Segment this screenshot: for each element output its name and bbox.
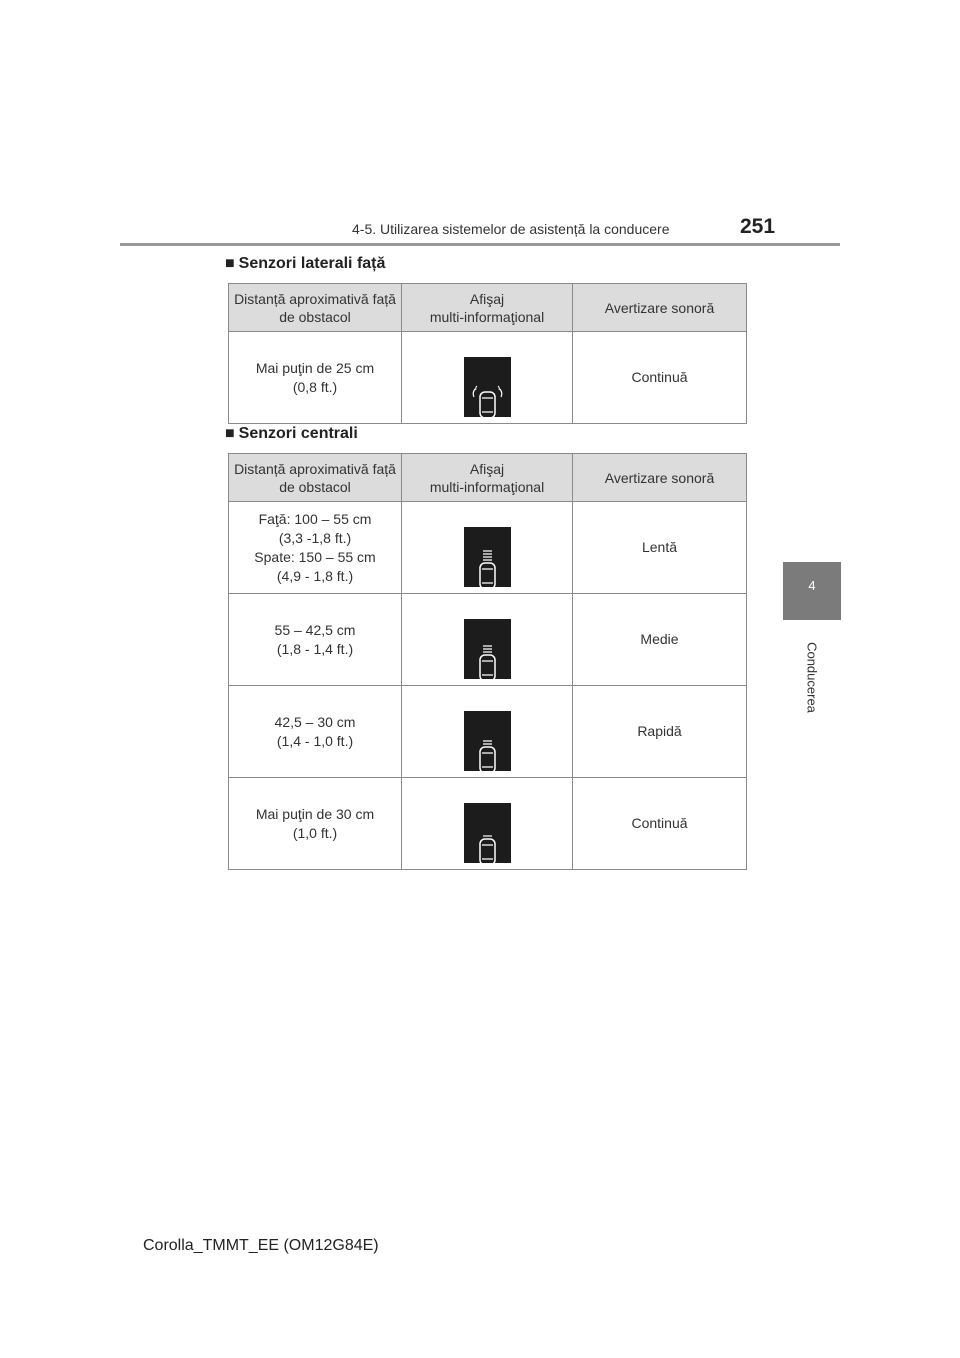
table-header-row	[229, 284, 747, 332]
section-heading-side-sensors	[225, 255, 385, 273]
distance-cell: Mai puţin de 25 cm (0,8 ft.)	[229, 332, 402, 424]
distance-cell: Mai puţin de 30 cm (1,0 ft.)	[229, 778, 402, 870]
heading-text: Senzori laterali față	[238, 255, 386, 272]
heading-square-icon: ■	[225, 425, 235, 442]
table-row	[229, 502, 747, 594]
buzzer-cell: Continuă	[573, 778, 747, 870]
heading-square-icon: ■	[225, 255, 235, 272]
section-heading-center-sensors	[225, 425, 358, 443]
column-header-buzzer: Avertizare sonoră	[573, 284, 747, 332]
column-header-display: Afişaj multi-informaţional	[402, 454, 573, 502]
column-header-display: Afişaj multi-informaţional	[402, 284, 573, 332]
column-header-distance: Distanță aproximativă față de obstacol	[229, 454, 402, 502]
chapter-name: Conducerea	[804, 642, 820, 713]
chapter-number: 4	[808, 578, 816, 593]
heading-text: Senzori centrali	[238, 425, 358, 442]
display-cell	[402, 502, 573, 594]
column-header-buzzer: Avertizare sonoră	[573, 454, 747, 502]
car-sensor-3-bars-icon	[464, 619, 511, 679]
car-sensor-1-bar-icon	[464, 803, 511, 863]
side-sensors-table	[228, 283, 747, 424]
header-section-title: 4-5. Utilizarea sistemelor de asistență la conducere	[352, 221, 670, 237]
header-rule	[120, 243, 840, 246]
distance-cell: 42,5 – 30 cm (1,4 - 1,0 ft.)	[229, 686, 402, 778]
buzzer-cell: Rapidă	[573, 686, 747, 778]
car-side-sensors-icon	[464, 357, 511, 417]
display-cell	[402, 332, 573, 424]
car-sensor-2-bars-icon	[464, 711, 511, 771]
table-row	[229, 332, 747, 424]
distance-cell: Faţă: 100 – 55 cm (3,3 -1,8 ft.) Spate: 150 – 55 cm (4,9 - 1,8 ft.)	[229, 502, 402, 594]
buzzer-cell: Lentă	[573, 502, 747, 594]
center-sensors-table	[228, 453, 747, 870]
footer-model-code: Corolla_TMMT_EE (OM12G84E)	[143, 1237, 379, 1254]
table-header-row	[229, 454, 747, 502]
buzzer-cell: Medie	[573, 594, 747, 686]
column-header-distance: Distanță aproximativă față de obstacol	[229, 284, 402, 332]
distance-cell: 55 – 42,5 cm (1,8 - 1,4 ft.)	[229, 594, 402, 686]
chapter-tab	[783, 562, 841, 620]
car-sensor-4-bars-icon	[464, 527, 511, 587]
page-number: 251	[740, 215, 776, 238]
buzzer-cell: Continuă	[573, 332, 747, 424]
